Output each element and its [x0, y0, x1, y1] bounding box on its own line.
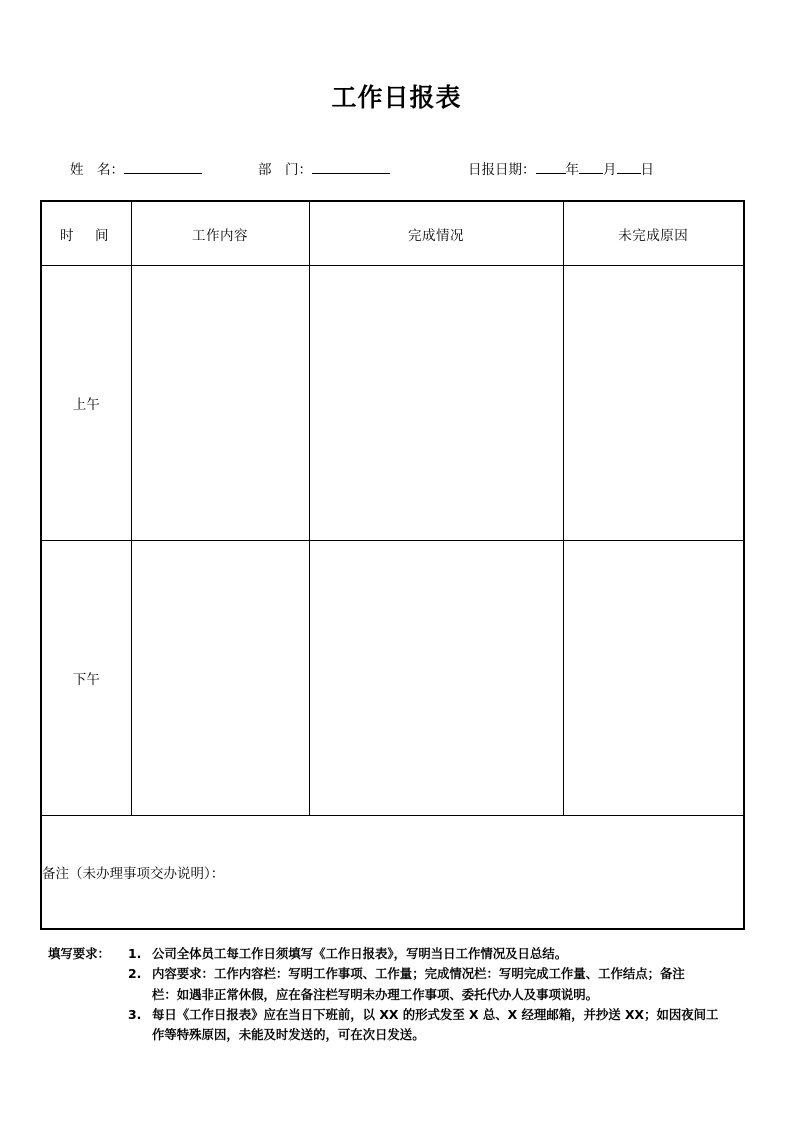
date-year-unit: 年 [565, 162, 579, 178]
name-field-group [70, 158, 202, 178]
afternoon-work-content-cell[interactable] [131, 541, 309, 816]
remark-cell[interactable]: 备注（未办理事项交办说明）： [41, 816, 744, 930]
department-field-input[interactable] [312, 158, 390, 174]
date-month-unit: 月 [603, 162, 617, 178]
note-number: 2. [128, 966, 142, 982]
list-item [48, 944, 753, 964]
report-date-label: 日报日期： [468, 162, 536, 178]
report-date-field-group [468, 158, 654, 178]
column-header-work-content: 工作内容 [131, 201, 309, 266]
filling-requirements-label: 填写要求： [48, 946, 110, 961]
list-item [48, 964, 753, 1005]
date-month-input[interactable] [579, 158, 603, 174]
name-field-input[interactable] [124, 158, 202, 174]
column-header-time: 时 间 [41, 201, 131, 266]
form-header-fields [40, 158, 753, 182]
name-field-label: 姓 名： [70, 162, 124, 178]
note-number: 1. [128, 946, 142, 961]
table-row [41, 266, 744, 541]
page-title: 工作日报表 [331, 83, 462, 112]
time-slot-afternoon: 下午 [41, 541, 131, 816]
note-line: 公司全体员工每工作日须填写《工作日报表》，写明当日工作情况及日总结。 [152, 946, 568, 961]
note-line: 栏：如遇非正常休假，应在备注栏写明未办理工作事项、委托代办人及事项说明。 [152, 986, 599, 1002]
remark-row [41, 816, 744, 930]
column-header-completion-status: 完成情况 [309, 201, 563, 266]
date-day-unit: 日 [640, 162, 654, 178]
time-slot-morning: 上午 [41, 266, 131, 541]
department-field-label: 部 门： [258, 162, 312, 178]
morning-completion-status-cell[interactable] [309, 266, 563, 541]
department-field-group [258, 158, 390, 178]
note-line: 内容要求：工作内容栏：写明工作事项、工作量；完成情况栏：写明完成工作量、工作结点；备注 [152, 966, 685, 982]
column-header-incomplete-reason: 未完成原因 [563, 201, 744, 266]
table-row [41, 541, 744, 816]
afternoon-completion-status-cell[interactable] [309, 541, 563, 816]
date-year-input[interactable] [536, 158, 566, 174]
table-header-row [41, 201, 744, 266]
morning-work-content-cell[interactable] [131, 266, 309, 541]
morning-incomplete-reason-cell[interactable] [563, 266, 744, 541]
note-line: 每日《工作日报表》应在当日下班前，以 XX 的形式发至 X 总、X 经理邮箱，并抄送 XX；如因夜间工 [152, 1006, 719, 1022]
date-day-input[interactable] [617, 158, 641, 174]
note-line: 作等特殊原因，未能及时发送的，可在次日发送。 [152, 1027, 425, 1043]
afternoon-incomplete-reason-cell[interactable] [563, 541, 744, 816]
note-number: 3. [128, 1006, 142, 1022]
daily-report-table [40, 200, 745, 930]
daily-report-table-wrapper [40, 200, 743, 930]
list-item [48, 1005, 753, 1046]
filling-requirements [48, 944, 753, 1045]
filling-requirements-list [48, 944, 753, 1045]
